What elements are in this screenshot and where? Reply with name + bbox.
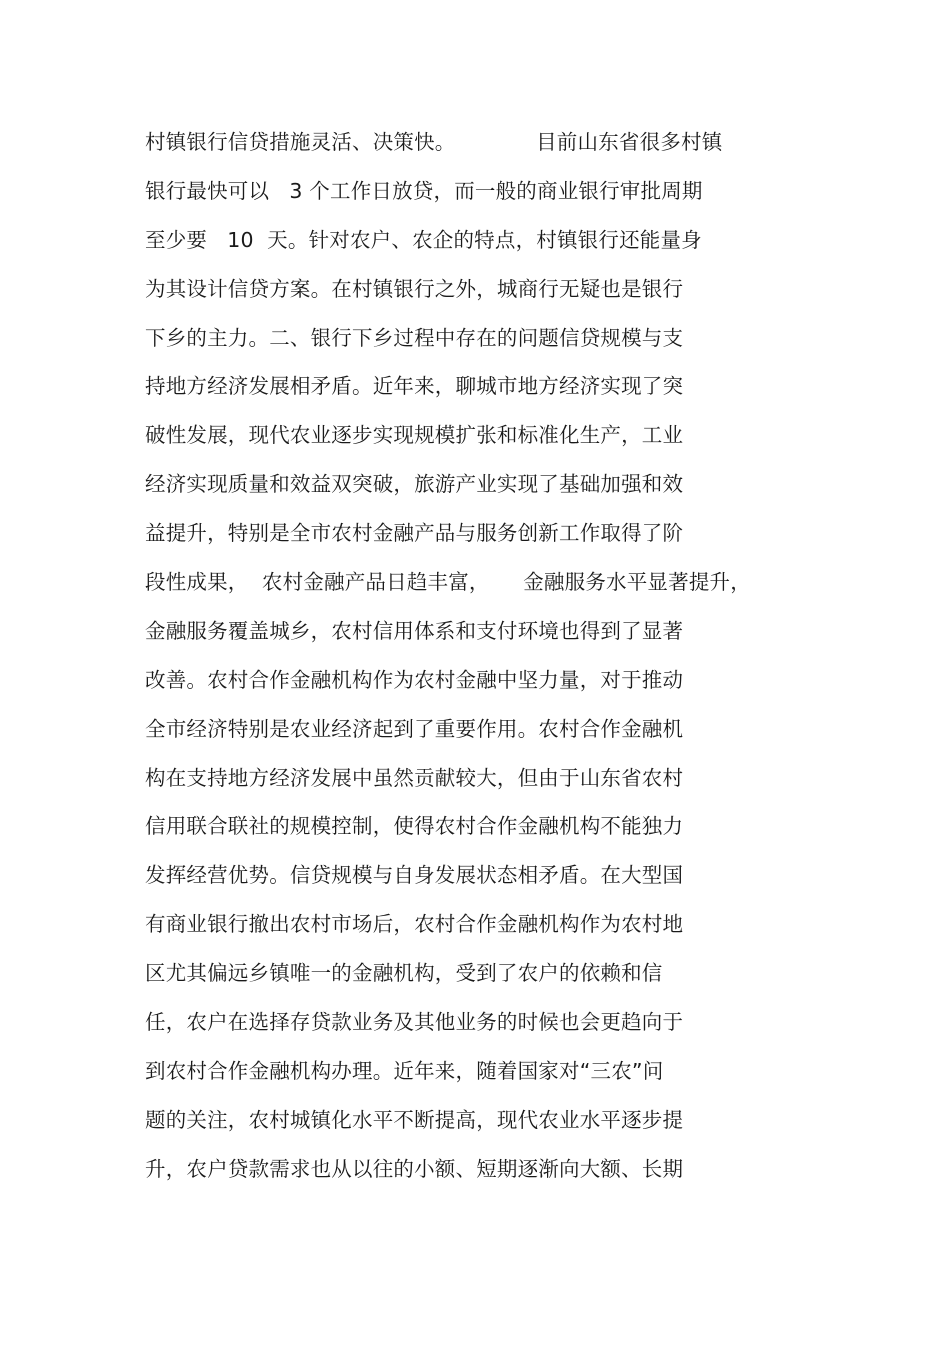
text-line: 有商业银行撤出农村市场后，农村合作金融机构作为农村地 xyxy=(145,912,684,937)
text-line: 破性发展，现代农业逐步实现规模扩张和标准化生产，工业 xyxy=(145,423,684,448)
text-line: 升，农户贷款需求也从以往的小额、短期逐渐向大额、长期 xyxy=(145,1156,684,1181)
text-line: 到农村合作金融机构办理。近年来，随着国家对“三农”问 xyxy=(145,1058,664,1083)
text-line: 发挥经营优势。信贷规模与自身发展状态相矛盾。在大型国 xyxy=(145,863,684,888)
text-line: 经济实现质量和效益双突破，旅游产业实现了基础加强和效 xyxy=(145,472,684,497)
text-line: 为其设计信贷方案。在村镇银行之外，城商行无疑也是银行 xyxy=(145,276,684,301)
text-line: 题的关注，农村城镇化水平不断提高，现代农业水平逐步提 xyxy=(145,1107,684,1132)
text-line: 区尤其偏远乡镇唯一的金融机构，受到了农户的依赖和信 xyxy=(145,961,663,986)
text-line: 金融服务覆盖城乡，农村信用体系和支付环境也得到了显著 xyxy=(145,618,684,643)
text-line: 至少要 10 天。针对农户、农企的特点，村镇银行还能量身 xyxy=(145,227,702,252)
text-line: 信用联合联社的规模控制，使得农村合作金融机构不能独力 xyxy=(145,814,684,839)
text-line: 村镇银行信贷措施灵活、决策快。 目前山东省很多村镇 xyxy=(145,130,723,154)
text-line: 持地方经济发展相矛盾。近年来，聊城市地方经济实现了突 xyxy=(145,374,684,399)
text-line: 下乡的主力。二、银行下乡过程中存在的问题信贷规模与支 xyxy=(145,325,684,350)
text-line: 段性成果， 农村金融产品日趋丰富， 金融服务水平显著提升， xyxy=(145,570,751,595)
document-body xyxy=(145,121,795,1197)
text-line: 改善。农村合作金融机构作为农村金融中坚力量，对于推动 xyxy=(145,667,684,692)
text-line: 任，农户在选择存贷款业务及其他业务的时候也会更趋向于 xyxy=(145,1010,684,1035)
text-line: 全市经济特别是农业经济起到了重要作用。农村合作金融机 xyxy=(145,716,684,741)
text-line: 构在支持地方经济发展中虽然贡献较大，但由于山东省农村 xyxy=(145,765,684,790)
text-line: 银行最快可以 3 个工作日放贷，而一般的商业银行审批周期 xyxy=(145,178,703,203)
text-line: 益提升，特别是全市农村金融产品与服务创新工作取得了阶 xyxy=(145,521,684,546)
